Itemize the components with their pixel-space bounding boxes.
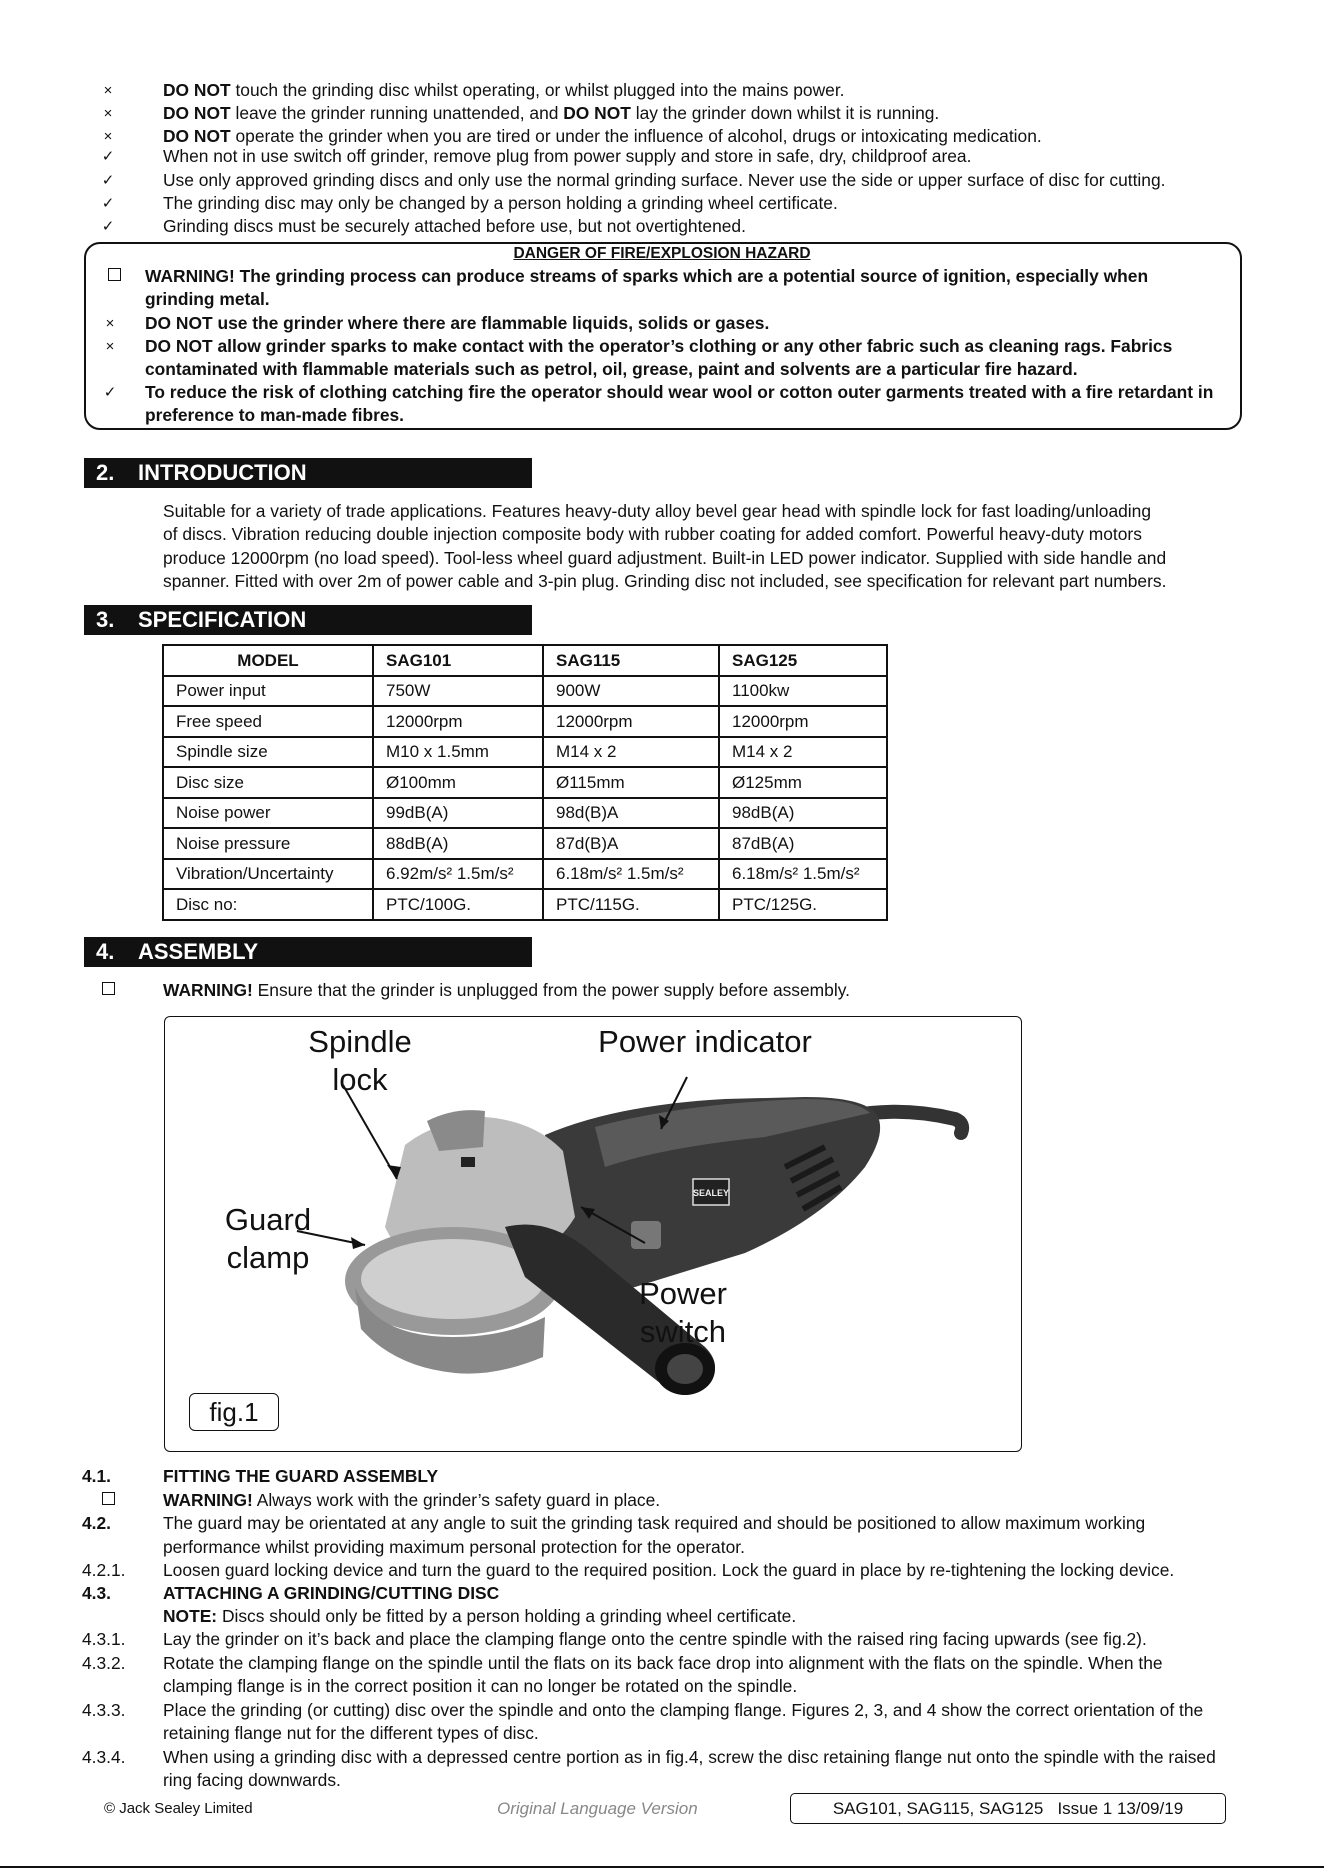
cross-icon: × — [103, 105, 113, 122]
cross-icon: × — [105, 315, 115, 332]
checkbox-icon — [98, 1489, 118, 1512]
section-heading-specification: 3. SPECIFICATION — [84, 605, 532, 635]
step-number: 4.2.1. — [82, 1560, 126, 1580]
danger-line: DO NOT allow grinder sparks to make contact with the operator’s clothing or any other fabric such as cleaning rags. Fabrics — [145, 336, 1173, 356]
cross-icon: × — [103, 82, 113, 99]
table-row: Noise power 99dB(A) 98d(B)A 98dB(A) — [163, 798, 887, 829]
check-icon: ✓ — [101, 172, 115, 189]
footer-issue: SAG101, SAG115, SAG125 Issue 1 13/09/19 — [790, 1793, 1226, 1824]
table-row: Free speed 12000rpm 12000rpm 12000rpm — [163, 706, 887, 737]
step-number: 4.2. — [82, 1513, 112, 1533]
step-text: Lay the grinder on it’s back and place the clamping flange onto the centre spindle with the raised ring facing upwards (see fig.2). — [163, 1629, 1147, 1649]
checkbox-icon — [98, 979, 118, 1002]
step-text: Loosen guard locking device and turn the guard to the required position. Lock the guard in place by re-tightening the locking device. — [163, 1560, 1175, 1580]
table-row: Spindle size M10 x 1.5mm M14 x 2 M14 x 2 — [163, 737, 887, 768]
check-icon: ✓ — [101, 148, 115, 165]
figure-grinder — [164, 1016, 1022, 1452]
section-heading-introduction: 2. INTRODUCTION — [84, 458, 532, 488]
step-heading: FITTING THE GUARD ASSEMBLY — [163, 1466, 439, 1486]
specification-table — [162, 644, 888, 921]
table-row: Vibration/Uncertainty 6.92m/s² 1.5m/s² 6.18m/s² 1.5m/s² 6.18m/s² 1.5m/s² — [163, 859, 887, 890]
assembly-warning: WARNING! Ensure that the grinder is unplugged from the power supply before assembly. — [163, 980, 850, 1000]
safety-item: DO NOT leave the grinder running unattended, and DO NOT lay the grinder down whilst it is running. — [163, 103, 940, 123]
step-text: ring facing downwards. — [163, 1770, 341, 1790]
step-text: WARNING! Always work with the grinder’s safety guard in place. — [163, 1490, 661, 1510]
table-row: Noise pressure 88dB(A) 87d(B)A 87dB(A) — [163, 828, 887, 859]
safety-item: DO NOT touch the grinding disc whilst operating, or whilst plugged into the mains power. — [163, 80, 845, 100]
power-indicator-label: Power indicator — [598, 1024, 812, 1059]
step-text: When using a grinding disc with a depressed centre portion as in fig.4, screw the disc retaining flange nut onto the spindle with the raised — [163, 1747, 1216, 1767]
spindle-lock-label: Spindle lock — [308, 1024, 412, 1097]
section-heading-assembly: 4. ASSEMBLY — [84, 937, 532, 967]
table-row: Disc size Ø100mm Ø115mm Ø125mm — [163, 767, 887, 798]
step-text: performance whilst providing maximum personal protection for the operator. — [163, 1537, 745, 1557]
danger-line: WARNING! The grinding process can produce streams of sparks which are a potential source of ignition, especially when — [145, 266, 1149, 286]
step-number: 4.3.4. — [82, 1747, 126, 1767]
danger-line: To reduce the risk of clothing catching fire the operator should wear wool or cotton outer garments treated with a fire retardant in — [145, 382, 1214, 402]
danger-line: DO NOT use the grinder where there are flammable liquids, solids or gases. — [145, 313, 770, 333]
step-text: The guard may be orientated at any angle to suit the grinding task required and should be positioned to allow maximum working — [163, 1513, 1146, 1533]
step-number: 4.3.3. — [82, 1700, 126, 1720]
step-text: clamping flange is in the correct position it can no longer be rotated on the spindle. — [163, 1676, 798, 1696]
check-icon: ✓ — [103, 384, 117, 401]
table-row: Power input 750W 900W 1100kw — [163, 676, 887, 707]
step-number: 4.3.1. — [82, 1629, 126, 1649]
safety-item: When not in use switch off grinder, remove plug from power supply and store in safe, dry, childproof area. — [163, 146, 972, 166]
table-row: Disc no: PTC/100G. PTC/115G. PTC/125G. — [163, 889, 887, 920]
step-number: 4.3. — [82, 1583, 112, 1603]
footer-version: Original Language Version — [497, 1799, 698, 1818]
checkbox-icon — [104, 265, 124, 288]
check-icon: ✓ — [101, 218, 115, 235]
safety-item: Grinding discs must be securely attached before use, but not overtightened. — [163, 216, 746, 236]
step-number: 4.1. — [82, 1466, 112, 1486]
safety-item: The grinding disc may only be changed by a person holding a grinding wheel certificate. — [163, 193, 838, 213]
safety-item: Use only approved grinding discs and only use the normal grinding surface. Never use the side or upper surface of disc for cutting. — [163, 170, 1166, 190]
cross-icon: × — [103, 128, 113, 145]
safety-item: DO NOT operate the grinder when you are tired or under the influence of alcohol, drugs or intoxicating medication. — [163, 126, 1042, 146]
step-heading: ATTACHING A GRINDING/CUTTING DISC — [163, 1583, 500, 1603]
step-text: Rotate the clamping flange on the spindle until the flats on its back face drop into alignment with the flats on the spindle. When the — [163, 1653, 1163, 1673]
danger-line: contaminated with flammable materials such as petrol, oil, grease, paint and solvents are a particular fire hazard. — [145, 359, 1078, 379]
step-text: Place the grinding (or cutting) disc over the spindle and onto the clamping flange. Figures 2, 3, and 4 show the correct orientation of the — [163, 1700, 1204, 1720]
page-bottom-rule — [0, 1866, 1324, 1868]
footer-copyright: © Jack Sealey Limited — [104, 1800, 253, 1817]
step-text: retaining flange nut for the different types of disc. — [163, 1723, 539, 1743]
cross-icon: × — [105, 338, 115, 355]
danger-line: preference to man-made fibres. — [145, 405, 405, 425]
danger-title: DANGER OF FIRE/EXPLOSION HAZARD — [513, 245, 811, 262]
table-header-row: MODEL SAG101 SAG115 SAG125 — [163, 645, 887, 676]
brand-label: SEALEY — [692, 1188, 730, 1198]
step-note: NOTE: Discs should only be fitted by a person holding a grinding wheel certificate. — [163, 1606, 797, 1626]
guard-clamp-label: Guard clamp — [224, 1202, 312, 1275]
step-number: 4.3.2. — [82, 1653, 126, 1673]
check-icon: ✓ — [101, 195, 115, 212]
power-switch-label: Power switch — [639, 1276, 727, 1349]
danger-line: grinding metal. — [145, 289, 270, 309]
figure-tag: fig.1 — [189, 1393, 279, 1431]
